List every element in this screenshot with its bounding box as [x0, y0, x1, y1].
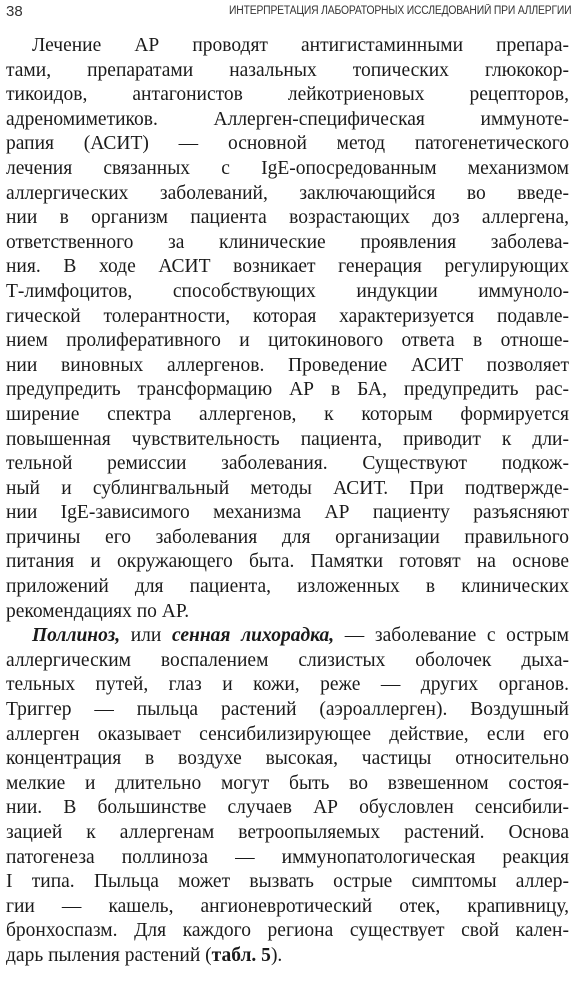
- text-line: тикоидов, антагонистов лейкотриеновых рецепторов,: [6, 84, 569, 106]
- text-line: концентрация в воздухе высокая, частицы относительно: [6, 748, 569, 770]
- text-line: повышенная чувствительность пациента, приводит к дли-: [6, 428, 569, 450]
- running-title: ИНТЕРПРЕТАЦИЯ ЛАБОРАТОРНЫХ ИССЛЕДОВАНИЙ ПРИ АЛЛЕРГИИ: [228, 5, 571, 17]
- page-number: 38: [6, 3, 23, 20]
- text-line: адреномиметиков. Аллерген-специфическая иммуноте-: [6, 108, 569, 130]
- term-hay-fever: сенная лихорадка,: [171, 625, 335, 647]
- page-header: [0, 0, 575, 26]
- text-line: тами, препаратами назальных топических глюкокор-: [6, 59, 569, 81]
- table-reference[interactable]: табл. 5: [211, 944, 271, 966]
- text-line: предупредить трансформацию АР в БА, предупредить рас-: [6, 379, 569, 401]
- text-line: Т-лимфоцитов, способствующих индукции иммуноло-: [6, 280, 569, 302]
- paragraph-treatment: [0, 34, 575, 624]
- text-line-last: [0, 944, 575, 969]
- term-connector: или: [120, 625, 172, 647]
- paragraph-pollinosis: [0, 624, 575, 968]
- text-line-first: [0, 624, 575, 649]
- text-line: ный и сублингвальный методы АСИТ. При подтвержде-: [6, 477, 569, 499]
- text-line: рапия (АСИТ) — основной метод патогенетического: [6, 133, 569, 155]
- text-line: нии IgE-зависимого механизма АР пациенту разъясняют: [6, 502, 569, 524]
- text-line: ответственного за клинические проявления заболева-: [6, 231, 569, 253]
- text-line: I типа. Пыльца может вызвать острые симптомы аллер-: [6, 871, 569, 893]
- text-line: патогенеза поллиноза — иммунопатологическая реакция: [6, 846, 569, 868]
- last-line-end: ).: [270, 944, 283, 966]
- text-line: бронхоспазм. Для каждого региона существует свой кален-: [6, 920, 569, 942]
- text-line: Триггер — пыльца растений (аэроаллерген). Воздушный: [6, 699, 569, 721]
- text-line: аллергическим воспалением слизистых оболочек дыха-: [6, 649, 569, 671]
- text-line: причины его заболевания для организации правильного: [6, 526, 569, 548]
- text-line: рекомендациях по АР.: [6, 600, 190, 622]
- text-line: гии — кашель, ангионевротический отек, крапивницу,: [6, 895, 569, 917]
- text-line: нии. В большинстве случаев АР обусловлен сенсибили-: [6, 797, 569, 819]
- text-line: лечения связанных с IgE-опосредованным механизмом: [6, 157, 569, 179]
- text-line: нием пролиферативного и цитокинового ответа в отноше-: [6, 330, 569, 352]
- text-line: тельной ремиссии заболевания. Существуют подкож-: [6, 453, 569, 475]
- page-body: [0, 34, 575, 969]
- first-line-rest: — заболевание с острым: [334, 625, 569, 647]
- text-line: гической толерантности, которая характеризуется подавле-: [6, 305, 569, 327]
- text-line: приложений для пациента, изложенных в клинических: [6, 576, 569, 598]
- last-line-text: дарь пыления растений (: [6, 944, 212, 966]
- text-line: тельных путей, глаз и кожи, реже — других органов.: [6, 674, 569, 696]
- text-line: аллерген оказывает сенсибилизирующее действие, если его: [6, 723, 569, 745]
- text-line: Лечение АР проводят антигистаминными препара-: [32, 35, 569, 56]
- text-line: нии виновных аллергенов. Проведение АСИТ позволяет: [6, 354, 569, 376]
- text-line: ширение спектра аллергенов, к которым формируется: [6, 403, 569, 425]
- text-line: питания и окружающего быта. Памятки готовят на основе: [6, 551, 569, 573]
- text-line: аллергических заболеваний, заключающийся во введе-: [6, 182, 569, 204]
- text-line: нии в организм пациента возрастающих доз аллергена,: [6, 207, 569, 229]
- term-pollinosis: Поллиноз,: [32, 625, 121, 647]
- text-line: зацией к аллергенам ветроопыляемых растений. Основа: [6, 822, 569, 843]
- text-line: мелкие и длительно могут быть во взвешенном состоя-: [6, 772, 569, 794]
- text-line: ния. В ходе АСИТ возникает генерация регулирующих: [6, 256, 569, 278]
